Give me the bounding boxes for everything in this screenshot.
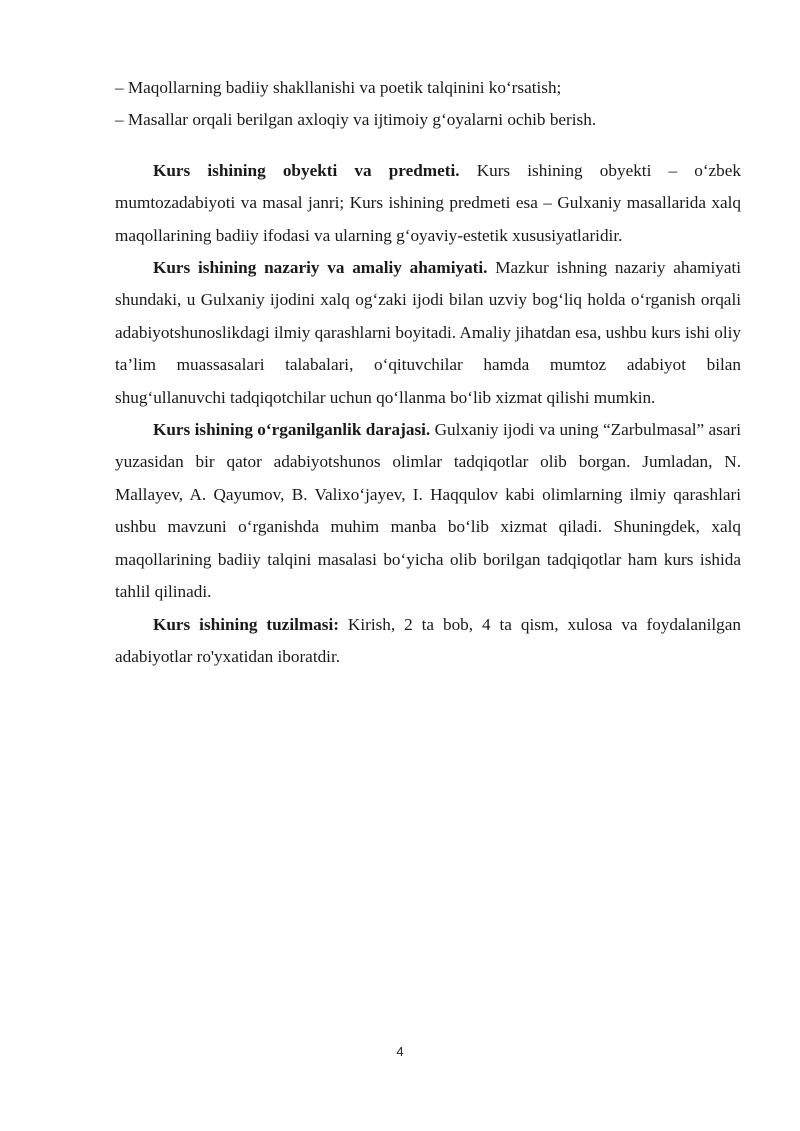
- paragraph-text: Gulxaniy ijodi va uning “Zarbulmasal” asari yuzasidan bir qator adabiyotshunos olimlar tadqiqotlar olib borgan. Jumladan, N. Mallayev, A. Qayumov, B. Valixo‘jayev, I. Haqqulov kabi olimlarning ilmiy qarashlari ushbu mavzuni o‘rganishda muhim manba bo‘lib xizmat qiladi. Shuningdek, xalq maqollarining badiiy talqini masalasi bo‘yicha olib borilgan tadqiqotlar ham kurs ishida tahlil qilinadi.: [115, 420, 741, 602]
- paragraph-structure: [115, 609, 741, 674]
- paragraph-text: Kirish, 2 ta bob, 4 ta qism, xulosa va foydalanilgan adabiyotlar ro'yxatidan iboratdir.: [115, 614, 741, 666]
- bullet-item: – Masallar orqali berilgan axloqiy va ijtimoiy g‘oyalarni ochib berish.: [115, 110, 597, 130]
- paragraph-heading: Kurs ishining o‘rganilganlik darajasi.: [153, 420, 431, 440]
- paragraph-text: Mazkur ishning nazariy ahamiyati shundaki, u Gulxaniy ijodini xalq og‘zaki ijodi bilan uzviy bog‘liq holda o‘rganish orqali adabiyotshunoslikdagi ilmiy qarashlarni boyitadi. Amaliy jihatdan esa, ushbu kurs ishi oliy ta’lim muassasalari talabalari, o‘qituvchilar hamda mumtoz adabiyot bilan shug‘ullanuvchi tadqiqotchilar uchun qo‘llanma bo‘lib xizmat qilishi mumkin.: [115, 258, 741, 407]
- paragraph-heading: Kurs ishining tuzilmasi:: [153, 614, 339, 634]
- paragraph-object-subject: [115, 155, 741, 252]
- page-number: 4: [396, 1044, 404, 1059]
- paragraph-research-level: [115, 414, 741, 608]
- paragraph-heading: Kurs ishining obyekti va predmeti.: [153, 160, 460, 180]
- paragraph-significance: [115, 252, 741, 414]
- paragraph-heading: Kurs ishining nazariy va amaliy ahamiyati.: [153, 258, 488, 278]
- paragraph-text: Kurs ishining obyekti – o‘zbek mumtozadabiyoti va masal janri; Kurs ishining predmeti esa – Gulxaniy masallarida xalq maqollarining badiiy ifodasi va ularning g‘oyaviy-estetik xususiyatlaridir.: [115, 160, 741, 245]
- bullet-item: – Maqollarning badiiy shakllanishi va poetik talqinini ko‘rsatish;: [115, 78, 562, 97]
- page-body: [115, 72, 741, 673]
- section-spacer: [115, 137, 741, 155]
